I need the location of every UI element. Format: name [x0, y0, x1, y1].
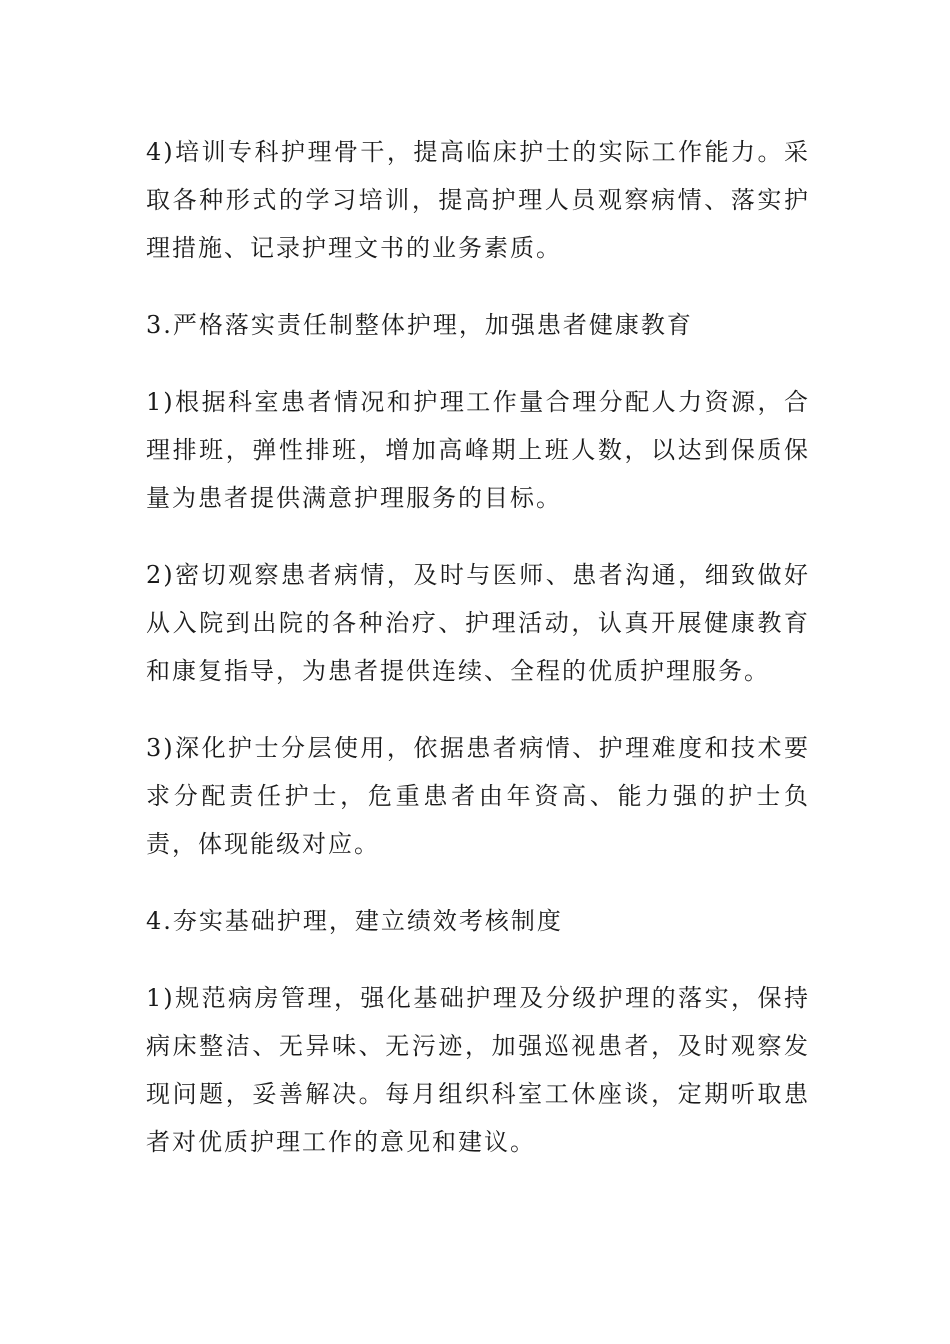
paragraph-item-3-layered-use: 3)深化护士分层使用，依据患者病情、护理难度和技术要求分配责任护士，危重患者由年资高、能力强的护士负责，体现能级对应。 — [146, 734, 810, 858]
paragraph-item-2-observation: 2)密切观察患者病情，及时与医师、患者沟通，细致做好从入院到出院的各种治疗、护理活动，认真开展健康教育和康复指导，为患者提供连续、全程的优质护理服务。 — [146, 561, 810, 685]
paragraph-item-1-staffing: 1)根据科室患者情况和护理工作量合理分配人力资源，合理排班，弹性排班，增加高峰期上班人数，以达到保质保量为患者提供满意护理服务的目标。 — [146, 388, 810, 512]
section-heading-3: 3.严格落实责任制整体护理，加强患者健康教育 — [146, 311, 693, 339]
section-heading-4: 4.夯实基础护理，建立绩效考核制度 — [146, 907, 563, 935]
document-body — [146, 128, 810, 1195]
paragraph-item-1-ward-management: 1)规范病房管理，强化基础护理及分级护理的落实，保持病床整洁、无异味、无污迹，加强巡视患者，及时观察发现问题，妥善解决。每月组织科室工休座谈，定期听取患者对优质护理工作的意见和建议。 — [146, 984, 810, 1156]
paragraph-item-4-training: 4)培训专科护理骨干，提高临床护士的实际工作能力。采取各种形式的学习培训，提高护理人员观察病情、落实护理措施、记录护理文书的业务素质。 — [146, 138, 810, 262]
